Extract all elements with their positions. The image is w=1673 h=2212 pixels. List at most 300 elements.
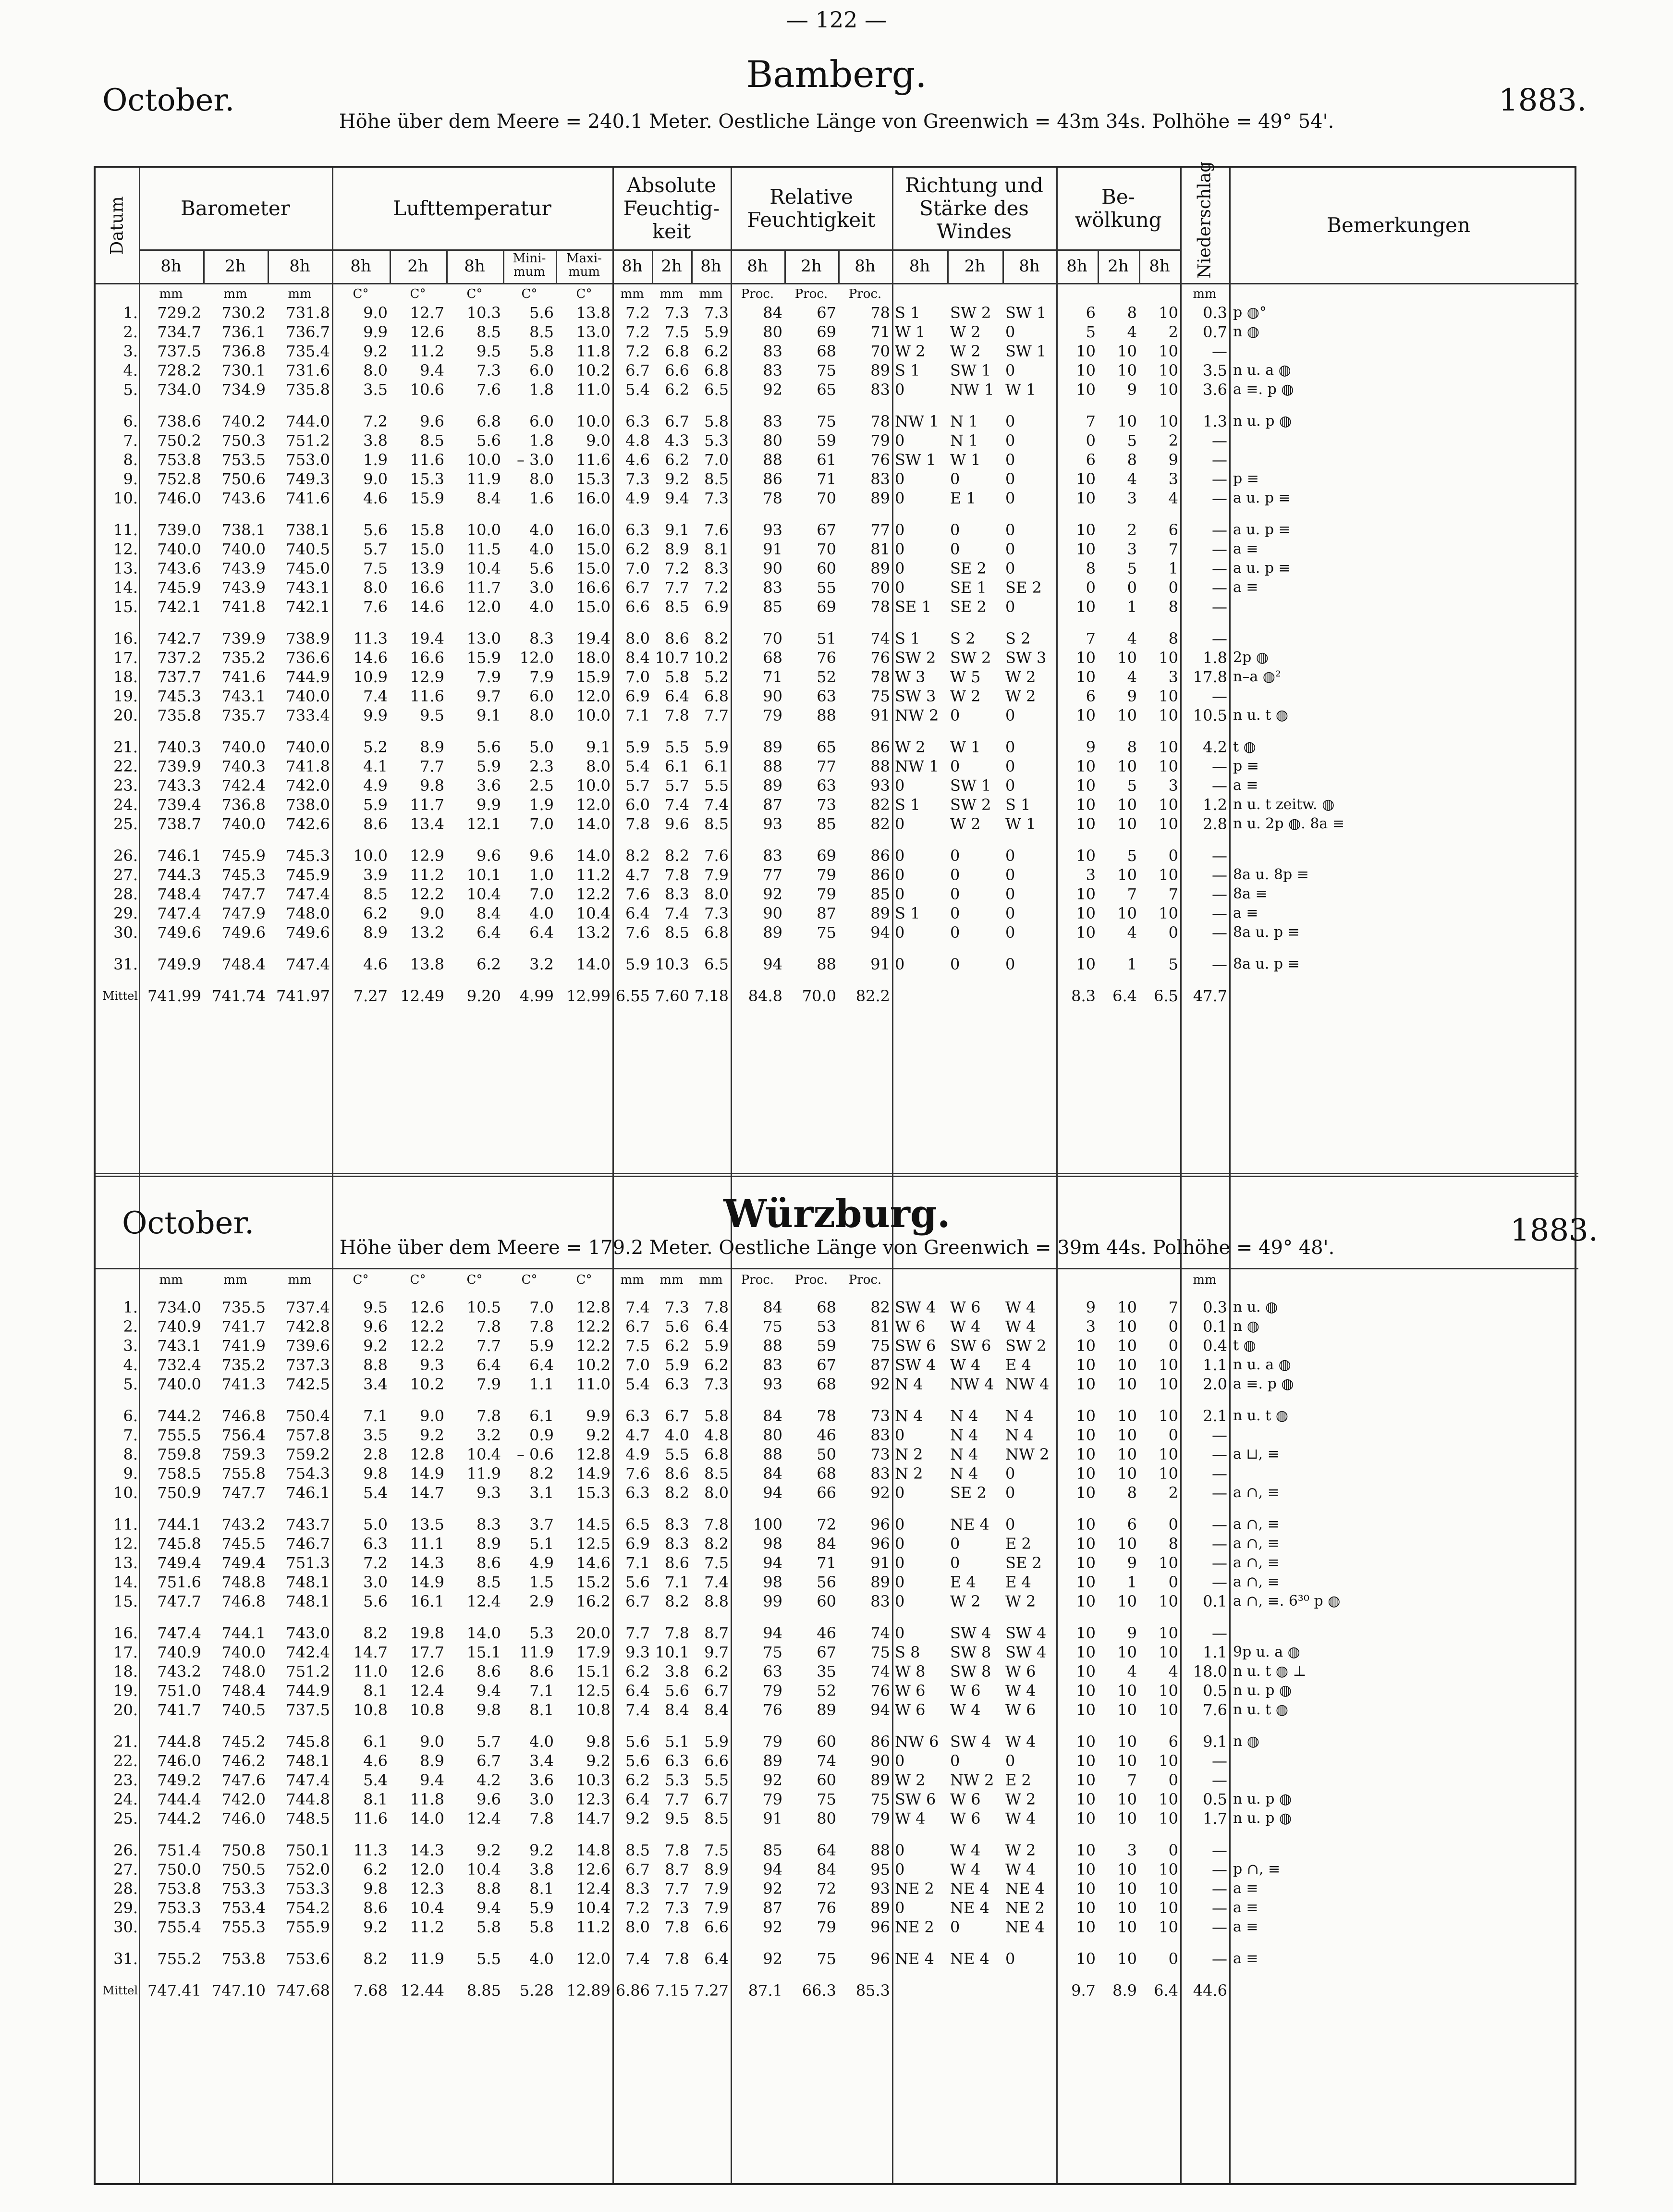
value-cell: 7.4 [625, 1298, 650, 1316]
value-cell: 745.9 [221, 847, 266, 865]
value-cell: 0 [895, 1841, 905, 1859]
value-cell: 11.2 [410, 1918, 444, 1936]
value-cell: 735.7 [221, 706, 266, 725]
value-cell: 11.8 [576, 342, 611, 360]
value-cell: 0 [895, 1484, 905, 1502]
value-cell: 0 [895, 923, 905, 942]
value-cell: 81 [870, 540, 890, 558]
subheader-t8a: 8h [160, 257, 182, 276]
value-cell: 12.6 [410, 1298, 444, 1316]
value-cell: 751.4 [157, 1841, 201, 1859]
remark-cell: a ≡ [1233, 1880, 1258, 1897]
value-cell: 741.6 [221, 668, 266, 686]
value-cell: 5 [1127, 431, 1137, 450]
value-cell: 0 [895, 489, 905, 507]
value-cell: 8.9 [476, 1535, 501, 1553]
value-cell: 69 [817, 598, 836, 616]
date-cell: 5. [123, 381, 138, 399]
value-cell: 85 [763, 1841, 782, 1859]
value-cell: 9.20 [466, 987, 501, 1005]
date-cell: 7. [123, 431, 138, 450]
value-cell: 86 [870, 847, 890, 865]
value-cell: 69 [817, 847, 836, 865]
value-cell: 741.74 [212, 987, 266, 1005]
value-cell: 9 [1127, 1554, 1137, 1572]
value-cell: 10 [1159, 815, 1178, 833]
value-cell: 6.7 [704, 1790, 729, 1808]
day-row [96, 1553, 1568, 1573]
unit-label: mm [1193, 287, 1217, 301]
value-cell: 14.6 [410, 598, 444, 616]
value-cell: 750.1 [286, 1841, 330, 1859]
value-cell: 750.5 [221, 1860, 266, 1879]
value-cell: 741.9 [221, 1337, 266, 1355]
value-cell: 12.2 [410, 1337, 444, 1355]
value-cell: S 1 [895, 796, 920, 814]
value-cell: 92 [763, 1918, 782, 1936]
remark-cell: t ◍ [1233, 1337, 1256, 1354]
value-cell: 6.8 [665, 342, 689, 360]
value-cell: 7.6 [363, 598, 388, 616]
value-cell: SE 2 [1005, 578, 1042, 597]
value-cell: 84 [763, 1407, 782, 1425]
value-cell: 10 [1117, 866, 1137, 884]
value-cell: 747.7 [221, 885, 266, 903]
value-cell: 9 [1127, 381, 1137, 399]
value-cell: 10 [1076, 1464, 1096, 1483]
value-cell: 7.1 [625, 706, 650, 725]
value-cell: 13.2 [576, 923, 611, 942]
value-cell: 1.3 [1203, 412, 1227, 430]
value-cell: 750.9 [157, 1484, 201, 1502]
value-cell: 50 [817, 1445, 836, 1463]
value-cell: 8.5 [665, 598, 689, 616]
date-cell: Mittel [102, 989, 138, 1003]
value-cell: 79 [763, 1790, 782, 1808]
value-cell: 80 [817, 1809, 836, 1828]
value-cell: 7.9 [529, 668, 554, 686]
value-cell: 5.2 [704, 668, 729, 686]
value-cell: 8.8 [704, 1592, 729, 1610]
value-cell: 10 [1076, 598, 1096, 616]
value-cell: 0 [950, 1535, 960, 1553]
value-cell: W 1 [895, 323, 926, 341]
value-cell: 8.5 [529, 323, 554, 341]
value-cell: 0 [1005, 412, 1015, 430]
value-cell: 77 [870, 521, 890, 539]
value-cell: 9.2 [625, 1809, 650, 1828]
value-cell: 14.9 [576, 1464, 611, 1483]
date-cell: 10. [113, 489, 138, 507]
value-cell: W 4 [950, 1860, 981, 1879]
value-cell: 5.6 [625, 1573, 650, 1591]
date-cell: 25. [113, 1809, 138, 1828]
value-cell: 750.6 [221, 470, 266, 488]
value-cell: N 4 [950, 1445, 978, 1463]
value-cell: 742.6 [286, 815, 330, 833]
value-cell: 759.3 [221, 1445, 266, 1463]
value-cell: 14.7 [353, 1643, 388, 1661]
value-cell: 5.8 [476, 1918, 501, 1936]
value-cell: 67 [817, 1643, 836, 1661]
value-cell: 12.0 [410, 1860, 444, 1879]
remark-cell [1229, 450, 1568, 469]
value-cell: 69 [817, 323, 836, 341]
value-cell: 0.3 [1203, 1298, 1227, 1316]
value-cell: 1 [1168, 559, 1178, 578]
value-cell: 17.8 [1193, 668, 1227, 686]
value-cell: 7.9 [704, 1899, 729, 1917]
value-cell: 0 [895, 1624, 905, 1642]
value-cell: 8 [1168, 1535, 1178, 1553]
value-cell: 741.7 [157, 1701, 201, 1719]
value-cell: 9.3 [476, 1484, 501, 1502]
value-cell: 7 [1127, 885, 1137, 903]
value-cell: 9.1 [665, 521, 689, 539]
value-cell: 77 [817, 757, 836, 775]
day-row [96, 648, 1568, 667]
value-cell: 5.5 [665, 1445, 689, 1463]
value-cell: 755.3 [221, 1918, 266, 1936]
value-cell: 79 [870, 1809, 890, 1828]
value-cell: 0 [895, 815, 905, 833]
value-cell: 10 [1117, 361, 1137, 380]
subheader-t2: 2h [407, 257, 428, 276]
value-cell: 10 [1159, 1880, 1178, 1898]
value-cell: 15.8 [410, 521, 444, 539]
value-cell: 78 [870, 304, 890, 322]
value-cell: 15.1 [466, 1643, 501, 1661]
unit-label: Proc. [794, 287, 828, 301]
value-cell: 10 [1117, 1918, 1137, 1936]
remark-cell: a u. p ≡ [1233, 490, 1291, 506]
station-divider-double [96, 1176, 1578, 1177]
remark-cell: n u. 2p ◍. 8a ≡ [1233, 815, 1344, 832]
value-cell: — [1212, 470, 1227, 488]
value-cell: 12.0 [519, 649, 554, 667]
value-cell: 748.5 [286, 1809, 330, 1828]
date-cell: 25. [113, 815, 138, 833]
value-cell: 744.2 [157, 1407, 201, 1425]
value-cell: 3 [1168, 470, 1178, 488]
day-row [96, 1336, 1568, 1355]
value-cell: 8.0 [529, 470, 554, 488]
value-cell: 12.3 [410, 1880, 444, 1898]
value-cell: 0 [895, 1426, 905, 1444]
value-cell: 742.4 [286, 1643, 330, 1661]
value-cell: 5 [1086, 323, 1096, 341]
value-cell: 9.5 [363, 1298, 388, 1316]
value-cell: 12.8 [576, 1445, 611, 1463]
value-cell: 10.3 [655, 955, 689, 973]
value-cell: 12.44 [400, 1981, 444, 2000]
day-row [96, 667, 1568, 687]
value-cell: 753.8 [157, 451, 201, 469]
value-cell: 14.8 [576, 1841, 611, 1859]
value-cell: 6.9 [625, 687, 650, 705]
value-cell: — [1212, 1445, 1227, 1463]
value-cell: — [1212, 1860, 1227, 1879]
unit-label: Proc. [741, 1273, 774, 1287]
value-cell: 745.5 [221, 1535, 266, 1553]
day-row [96, 1879, 1568, 1898]
value-cell: 736.1 [221, 323, 266, 341]
value-cell: 751.6 [157, 1573, 201, 1591]
value-cell: W 8 [895, 1662, 926, 1681]
header-subrule [139, 249, 1180, 251]
value-cell: W 2 [950, 687, 981, 705]
value-cell: 9.0 [586, 431, 611, 450]
value-cell: 4.99 [519, 987, 554, 1005]
value-cell: 88 [817, 706, 836, 725]
value-cell: 59 [817, 431, 836, 450]
value-cell: 743.6 [157, 559, 201, 578]
value-cell: 5 [1127, 847, 1137, 865]
value-cell: 91 [763, 540, 782, 558]
value-cell: 5.6 [476, 431, 501, 450]
value-cell: 4.0 [529, 598, 554, 616]
value-cell: 65 [817, 738, 836, 756]
remark-cell: n ◍ [1233, 1318, 1260, 1335]
value-cell: W 4 [950, 1841, 981, 1859]
value-cell: 7.8 [476, 1317, 501, 1336]
value-cell: 60 [817, 559, 836, 578]
value-cell: 0 [895, 776, 905, 795]
value-cell: W 1 [950, 451, 981, 469]
station1-month: October. [102, 83, 235, 118]
value-cell: 10.0 [576, 776, 611, 795]
value-cell: 51 [817, 629, 836, 648]
value-cell: 9.8 [363, 1464, 388, 1483]
value-cell: 10.3 [466, 304, 501, 322]
value-cell: W 2 [895, 1771, 926, 1789]
value-cell: 9.6 [420, 412, 444, 430]
value-cell: 0 [895, 1592, 905, 1610]
value-cell: 744.2 [157, 1809, 201, 1828]
value-cell: 83 [763, 578, 782, 597]
remark-cell: a ≡. p ◍ [1233, 381, 1294, 398]
value-cell: 96 [870, 1950, 890, 1968]
value-cell: 10 [1076, 1662, 1096, 1681]
value-cell: 11.1 [410, 1535, 444, 1553]
value-cell: 754.3 [286, 1464, 330, 1483]
value-cell: 44.6 [1193, 1981, 1227, 2000]
value-cell: 10 [1076, 1515, 1096, 1534]
value-cell: 9.4 [420, 361, 444, 380]
value-cell: NE 2 [1005, 1899, 1045, 1917]
value-cell: 17.7 [410, 1643, 444, 1661]
day-row [96, 1860, 1568, 1879]
value-cell: NE 4 [895, 1950, 934, 1968]
lufttemp-header: Lufttemperatur [393, 197, 551, 220]
value-cell: SW 1 [950, 776, 991, 795]
value-cell: 6.9 [625, 1535, 650, 1553]
value-cell: 89 [763, 1752, 782, 1770]
value-cell: 75 [763, 1317, 782, 1336]
value-cell: 5.9 [704, 1733, 729, 1751]
value-cell: 0 [1005, 431, 1015, 450]
value-cell: 79 [817, 1918, 836, 1936]
date-cell: 19. [113, 1682, 138, 1700]
value-cell: 5.9 [625, 955, 650, 973]
value-cell: 735.5 [221, 1298, 266, 1316]
value-cell: 5.7 [476, 1733, 501, 1751]
value-cell: 7.7 [665, 578, 689, 597]
value-cell: 14.9 [410, 1573, 444, 1591]
value-cell: 9.7 [704, 1643, 729, 1661]
date-cell: 2. [123, 1317, 138, 1336]
value-cell: 89 [763, 738, 782, 756]
value-cell: 6.3 [665, 1375, 689, 1393]
value-cell: 13.8 [410, 955, 444, 973]
value-cell: 10.4 [466, 885, 501, 903]
value-cell: S 1 [895, 629, 920, 648]
value-cell: 7.18 [694, 987, 729, 1005]
value-cell: SE 1 [895, 598, 931, 616]
day-row [96, 706, 1568, 725]
value-cell: 15.2 [576, 1573, 611, 1591]
value-cell: 8.5 [420, 431, 444, 450]
value-cell: 64 [817, 1841, 836, 1859]
value-cell: 10 [1117, 1701, 1137, 1719]
value-cell: W 6 [950, 1682, 981, 1700]
day-row [96, 1809, 1568, 1828]
value-cell: 10 [1117, 1337, 1137, 1355]
value-cell: 755.2 [157, 1950, 201, 1968]
value-cell: 7.2 [625, 342, 650, 360]
value-cell: 10 [1117, 1950, 1137, 1968]
value-cell: 735.8 [286, 381, 330, 399]
value-cell: 5.7 [665, 776, 689, 795]
value-cell: 747.68 [276, 1981, 330, 2000]
value-cell: 8.5 [476, 323, 501, 341]
value-cell: SW 6 [895, 1337, 936, 1355]
value-cell: 744.1 [157, 1515, 201, 1534]
value-cell: 78 [763, 489, 782, 507]
value-cell: 9 [1086, 1298, 1096, 1316]
value-cell: 7.7 [420, 757, 444, 775]
value-cell: 8.6 [476, 1554, 501, 1572]
value-cell: SW 1 [1005, 342, 1047, 360]
value-cell: W 1 [1005, 815, 1036, 833]
value-cell: 4.0 [529, 1733, 554, 1751]
value-cell: 0 [1005, 1950, 1015, 1968]
value-cell: 741.6 [286, 489, 330, 507]
day-row [96, 469, 1568, 489]
value-cell: 5.8 [704, 1407, 729, 1425]
value-cell: 4 [1168, 489, 1178, 507]
value-cell: 11.8 [410, 1790, 444, 1808]
value-cell: SW 4 [950, 1624, 991, 1642]
value-cell: 0.3 [1203, 304, 1227, 322]
value-cell: 10 [1117, 649, 1137, 667]
value-cell: 10 [1117, 1860, 1137, 1879]
value-cell: 10 [1159, 706, 1178, 725]
value-cell: 67 [817, 1356, 836, 1374]
value-cell: 5.5 [704, 776, 729, 795]
value-cell: 0 [1005, 1484, 1015, 1502]
value-cell: 11.7 [466, 578, 501, 597]
value-cell: 742.0 [286, 776, 330, 795]
value-cell: 735.4 [286, 342, 330, 360]
value-cell: 10 [1117, 815, 1137, 833]
value-cell: N 4 [1005, 1407, 1034, 1425]
value-cell: 1.9 [529, 796, 554, 814]
value-cell: 12.3 [576, 1790, 611, 1808]
value-cell: 9 [1127, 1624, 1137, 1642]
value-cell: 8.7 [665, 1860, 689, 1879]
day-row [96, 942, 1568, 974]
day-row [96, 1828, 1568, 1860]
value-cell: 7.9 [476, 1375, 501, 1393]
value-cell: 753.3 [157, 1899, 201, 1917]
value-cell: 6.0 [529, 361, 554, 380]
value-cell [947, 974, 1002, 1006]
bewoelkung-header: Be- wölkung [1075, 185, 1162, 232]
date-cell: 26. [113, 1841, 138, 1859]
value-cell: 6.1 [665, 757, 689, 775]
value-cell: 13.0 [576, 323, 611, 341]
value-cell: 6.7 [704, 1682, 729, 1700]
value-cell: 11.0 [576, 1375, 611, 1393]
value-cell: 744.4 [157, 1790, 201, 1808]
value-cell: 7.4 [704, 796, 729, 814]
value-cell: 750.8 [221, 1841, 266, 1859]
value-cell: 15.3 [410, 470, 444, 488]
value-cell: 0 [1005, 885, 1015, 903]
day-row [96, 776, 1568, 795]
value-cell: 5.4 [363, 1484, 388, 1502]
value-cell: 7.9 [704, 866, 729, 884]
value-cell: — [1212, 540, 1227, 558]
value-cell: 4.7 [625, 866, 650, 884]
value-cell: 0.5 [1203, 1790, 1227, 1808]
value-cell: 10 [1076, 1554, 1096, 1572]
value-cell: NE 4 [1005, 1918, 1045, 1936]
value-cell: 740.9 [157, 1317, 201, 1336]
value-cell: 94 [870, 923, 890, 942]
day-row [96, 322, 1568, 342]
remark-cell: n ◍ [1233, 323, 1260, 340]
value-cell: 10 [1117, 1375, 1137, 1393]
value-cell: 17.9 [576, 1643, 611, 1661]
value-cell: 0 [1005, 955, 1015, 973]
value-cell: 3.2 [476, 1426, 501, 1444]
value-cell: 14.6 [576, 1554, 611, 1572]
value-cell: 92 [870, 1484, 890, 1502]
value-cell: — [1212, 578, 1227, 597]
value-cell: 749.2 [157, 1771, 201, 1789]
value-cell: 87 [763, 796, 782, 814]
value-cell: 744.3 [157, 866, 201, 884]
value-cell: NE 4 [950, 1515, 989, 1534]
value-cell: 5.8 [529, 1918, 554, 1936]
value-cell: 11.9 [410, 1950, 444, 1968]
unit-label: Proc. [741, 287, 774, 301]
value-cell: 91 [870, 706, 890, 725]
value-cell: 6 [1168, 1733, 1178, 1751]
value-cell: 7.0 [625, 668, 650, 686]
remark-cell [1229, 1464, 1568, 1483]
remark-cell: p ≡ [1233, 758, 1259, 774]
value-cell: 10 [1076, 521, 1096, 539]
value-cell: 92 [870, 1375, 890, 1393]
value-cell: 90 [870, 1752, 890, 1770]
value-cell: 7.7 [704, 706, 729, 725]
value-cell: 750.3 [221, 431, 266, 450]
day-row [96, 431, 1568, 450]
value-cell: 75 [763, 1643, 782, 1661]
